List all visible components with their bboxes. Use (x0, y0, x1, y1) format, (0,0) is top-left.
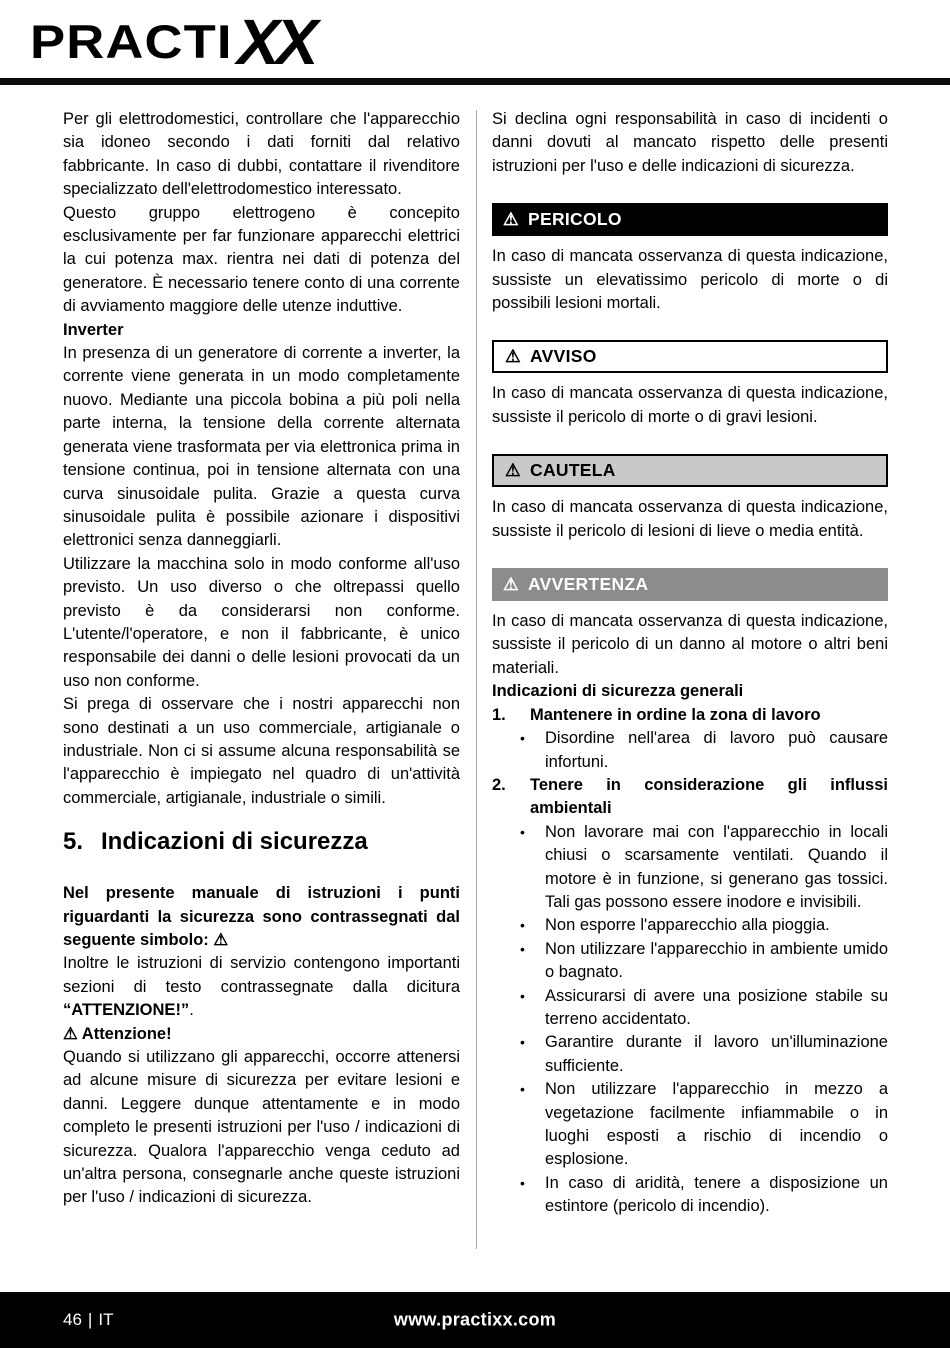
attention-heading-text: Attenzione! (81, 1024, 172, 1043)
paragraph-appliances: Per gli elettrodomestici, controllare che l'apparecchio sia idoneo secondo i dati forniti dal relativo fabbricante. In caso di dubbi, contattare il rivenditore specializzato dell'elettrodomestico interessato. (63, 110, 460, 199)
paragraph-attention-body: Quando si utilizzano gli apparecchi, occorre attenersi ad alcune misure di sicurezza per evitare lesioni e danni. Leggere dunque attentamente e in modo completo le presenti istruzioni per l'uso / indicazioni di sicurezza. Qualora l'apparecchio venga ceduto ad un'altra persona, consegnarle anche queste istruzioni per l'uso / indicazioni di sicurezza. (63, 1048, 460, 1207)
avviso-box (492, 340, 888, 373)
section-number: 5. (63, 828, 84, 856)
bullet-icon: • (520, 1174, 525, 1191)
paragraph-commercial: Si prega di osservare che i nostri apparecchi non sono destinati a un uso commerciale, artigianale o industriale. Non ci si assume alcuna responsabilità se l'apparecchio è impiegato nel quadro di un'attività commerciale, artigianale, industriale o simili. (63, 695, 460, 807)
avvertenza-box (492, 568, 888, 601)
avviso-body: In caso di mancata osservanza di questa indicazione, sussiste il pericolo di morte o di gravi lesioni. (492, 384, 888, 426)
rule-2-bullet-4 (492, 985, 888, 1032)
general-safety-heading: Indicazioni di sicurezza generali (492, 682, 744, 701)
rule-1-number: 1. (492, 705, 506, 724)
footer-separator: | (87, 1310, 93, 1329)
header-rule (0, 78, 950, 85)
logo-text-main: PRACTI (30, 15, 233, 68)
rule-2-title: Tenere in considerazione gli influssi ambientali (530, 775, 888, 818)
rule-2-bullet-7-text: In caso di aridità, tenere a disposizione un estintore (pericolo di incendio). (545, 1173, 888, 1216)
safety-symbol-text: Nel presente manuale di istruzioni i punti riguardanti la sicurezza sono contrassegnati dal seguente simbolo: (63, 884, 460, 949)
left-column (63, 108, 460, 1285)
attention-note-bold: “ATTENZIONE!” (63, 1001, 190, 1020)
warning-triangle-icon: ⚠ (505, 346, 521, 367)
rule-2-bullet-1 (492, 821, 888, 915)
bullet-icon: • (520, 940, 525, 957)
warning-triangle-icon: ⚠ (213, 931, 229, 949)
rule-2-bullet-2-text: Non esporre l'apparecchio alla pioggia. (545, 916, 830, 935)
pericolo-label: PERICOLO (528, 209, 622, 230)
bullet-icon: • (520, 1081, 525, 1098)
rule-2-bullet-2 (492, 914, 888, 937)
rule-2-bullet-6-text: Non utilizzare l'apparecchio in mezzo a vegetazione facilmente infiammabile o in luoghi esposti a rischio di incendio o esplosione. (545, 1080, 888, 1169)
rule-2-bullet-6 (492, 1078, 888, 1172)
cautela-label: CAUTELA (530, 460, 616, 481)
cautela-box (492, 454, 888, 487)
footer-page-number: 46 (63, 1310, 82, 1329)
rule-1-title: Mantenere in ordine la zona di lavoro (530, 705, 821, 724)
footer-language: IT (98, 1310, 114, 1329)
bullet-icon: • (520, 987, 525, 1004)
rule-1-bullet-1 (492, 727, 888, 774)
paragraph-generator: Questo gruppo elettrogeno è concepito esclusivamente per far funzionare apparecchi elettrici la cui potenza max. rientra nei dati di potenza del generatore. È necessario tenere conto di una corrente di avviamento maggiore delle utenze induttive. (63, 203, 460, 316)
bullet-icon: • (520, 823, 525, 840)
rule-1-bullet-1-text: Disordine nell'area di lavoro può causare infortuni. (545, 729, 888, 771)
bullet-icon: • (520, 730, 525, 747)
section-heading (63, 827, 460, 857)
rule-2-number: 2. (492, 775, 506, 794)
avvertenza-label: AVVERTENZA (528, 574, 649, 595)
pericolo-box (492, 203, 888, 236)
rule-2-bullet-7 (492, 1172, 888, 1219)
rule-2-bullet-5 (492, 1031, 888, 1078)
paragraph-attention-note (63, 952, 460, 1022)
rule-2-bullet-4-text: Assicurarsi di avere una posizione stabile su terreno accidentato. (545, 986, 888, 1028)
paragraph-intended-use: Utilizzare la macchina solo in modo conforme all'uso previsto. Un uso diverso o che oltrepassi quello previsto è da considerarsi non conforme. L'utente/l'operatore, e non il fabbricante, è unico responsabile dei danni o delle lesioni provocati da un uso non conforme. (63, 554, 460, 690)
paragraph-inverter: In presenza di un generatore di corrente a inverter, la corrente viene generata in un modo completamente nuovo. Mediante una piccola bobina a più poli nella parte interna, la tensione della corrente alternata generata viene trasformata per via elettronica prima in tensione continua, poi in tensione alternata con una curva sinusoidale pulita. Grazie a questa curva sinusoidale pulita è possibile azionare i dispositivi elettronici senza danneggiarli. (63, 344, 460, 550)
safety-rule-2 (492, 774, 888, 821)
pericolo-body: In caso di mancata osservanza di questa indicazione, sussiste un elevatissimo pericolo di morte o di possibili lesioni mortali. (492, 247, 888, 313)
warning-triangle-icon: ⚠ (63, 1024, 78, 1043)
rule-2-bullet-3-text: Non utilizzare l'apparecchio in ambiente umido o bagnato. (545, 939, 888, 982)
attention-note-text: Inoltre le istruzioni di servizio contengono importanti sezioni di testo contrassegnate dalla dicitura (63, 954, 460, 996)
safety-rule-1 (492, 704, 888, 727)
page-content (0, 85, 950, 1285)
rule-2-bullet-3 (492, 938, 888, 985)
footer-website: www.practixx.com (393, 1309, 557, 1330)
bullet-icon: • (520, 917, 525, 934)
column-divider (476, 110, 477, 1249)
practixx-logo (0, 0, 950, 78)
attention-heading (63, 1023, 460, 1046)
warning-triangle-icon: ⚠ (503, 209, 519, 230)
right-column (492, 108, 888, 1285)
warning-triangle-icon: ⚠ (503, 574, 519, 595)
page-footer (0, 1292, 950, 1348)
attention-note-period: . (189, 1001, 194, 1020)
avvertenza-body: In caso di mancata osservanza di questa indicazione, sussiste il pericolo di un danno al motore o altri beni materiali. (492, 612, 888, 677)
page-header (0, 0, 950, 85)
logo-text-accent: XX (236, 6, 315, 78)
inverter-heading: Inverter (63, 320, 124, 339)
paragraph-liability: Si declina ogni responsabilità in caso di incidenti o danni dovuti al mancato rispetto delle presenti istruzioni per l'uso e delle indicazioni di sicurezza. (492, 110, 888, 175)
bullet-icon: • (520, 1034, 525, 1051)
rule-2-bullet-1-text: Non lavorare mai con l'apparecchio in locali chiusi o scarsamente ventilati. Quando il motore è in funzione, si generano gas tossici. Tali gas possono essere inodore e invisibili. (545, 822, 888, 911)
avviso-label: AVVISO (530, 346, 597, 367)
paragraph-safety-symbol (63, 882, 460, 952)
rule-2-bullet-5-text: Garantire durante il lavoro un'illuminazione sufficiente. (545, 1033, 888, 1075)
cautela-body: In caso di mancata osservanza di questa indicazione, sussiste il pericolo di lesioni di lieve o media entità. (492, 498, 888, 540)
section-title: Indicazioni di sicurezza (101, 828, 368, 856)
warning-triangle-icon: ⚠ (505, 460, 521, 481)
